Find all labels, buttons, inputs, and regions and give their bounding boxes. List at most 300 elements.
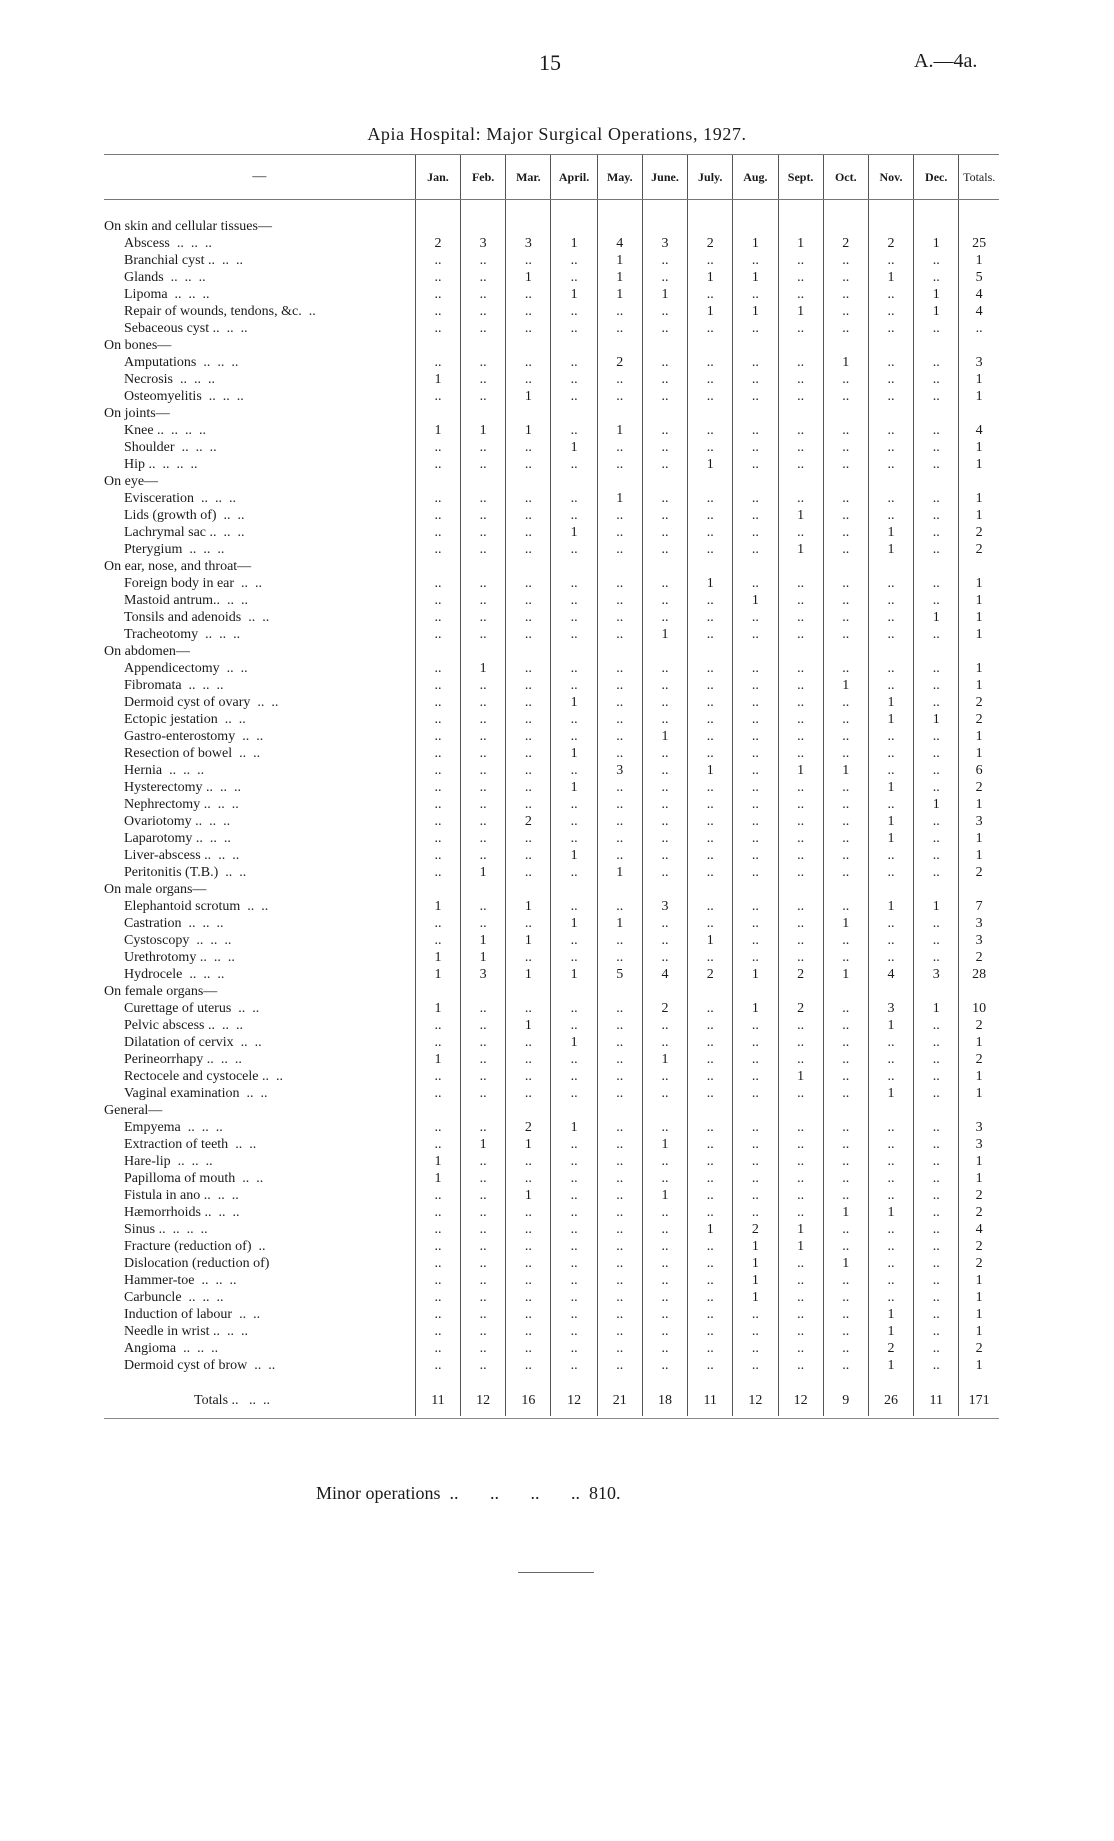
dot-leader: .. .. .. bbox=[183, 1341, 219, 1356]
month-value-cell: .. bbox=[551, 1340, 597, 1357]
month-value-cell: .. bbox=[642, 439, 687, 456]
month-value-cell: 1 bbox=[597, 252, 642, 269]
operation-name-cell bbox=[104, 1136, 415, 1153]
blank-cell bbox=[823, 983, 868, 1000]
operation-name: Gastro-enterostomy bbox=[124, 729, 236, 744]
blank-cell bbox=[506, 881, 551, 898]
month-value-cell: .. bbox=[688, 745, 733, 762]
month-value-cell: 2 bbox=[868, 1340, 913, 1357]
blank-cell bbox=[597, 473, 642, 490]
month-value-cell: .. bbox=[914, 1306, 959, 1323]
month-value-cell: .. bbox=[868, 796, 913, 813]
operation-name: Fibromata bbox=[124, 678, 182, 693]
blank-cell bbox=[415, 881, 460, 898]
month-value-cell: .. bbox=[823, 626, 868, 643]
blank-cell bbox=[733, 881, 778, 898]
month-value-cell: .. bbox=[688, 1272, 733, 1289]
table-row bbox=[104, 1340, 999, 1357]
month-value-cell: .. bbox=[415, 1272, 460, 1289]
month-value-cell: .. bbox=[688, 1170, 733, 1187]
month-value-cell: 2 bbox=[778, 1000, 823, 1017]
operation-name: Hydrocele bbox=[124, 967, 183, 982]
row-total-cell: 2 bbox=[959, 1017, 999, 1034]
month-value-cell: 4 bbox=[642, 966, 687, 983]
month-value-cell: .. bbox=[551, 592, 597, 609]
month-value-cell: .. bbox=[642, 303, 687, 320]
month-value-cell: .. bbox=[551, 949, 597, 966]
month-value-cell: .. bbox=[642, 1238, 687, 1255]
month-value-cell: .. bbox=[914, 1204, 959, 1221]
month-value-cell: 1 bbox=[415, 966, 460, 983]
month-value-cell: .. bbox=[914, 490, 959, 507]
month-value-cell: .. bbox=[461, 354, 506, 371]
row-total-cell: 1 bbox=[959, 677, 999, 694]
table-row bbox=[104, 1238, 999, 1255]
month-value-cell: .. bbox=[551, 1153, 597, 1170]
month-value-cell: .. bbox=[506, 524, 551, 541]
month-value-cell: .. bbox=[506, 694, 551, 711]
month-value-cell: 1 bbox=[823, 762, 868, 779]
month-value-cell: .. bbox=[914, 439, 959, 456]
month-value-cell: .. bbox=[551, 898, 597, 915]
table-row bbox=[104, 677, 999, 694]
blank-cell bbox=[461, 218, 506, 235]
month-value-cell: .. bbox=[597, 1034, 642, 1051]
operation-name: Appendicectomy bbox=[124, 661, 220, 676]
blank-cell bbox=[551, 881, 597, 898]
month-value-cell: 1 bbox=[914, 796, 959, 813]
month-value-cell: .. bbox=[506, 677, 551, 694]
month-value-cell: .. bbox=[868, 1119, 913, 1136]
month-value-cell: .. bbox=[642, 388, 687, 405]
month-value-cell: .. bbox=[415, 1340, 460, 1357]
month-value-cell: .. bbox=[506, 456, 551, 473]
month-value-cell: .. bbox=[551, 388, 597, 405]
blank-cell bbox=[868, 1102, 913, 1119]
table-row bbox=[104, 1000, 999, 1017]
blank-cell bbox=[868, 200, 913, 219]
blank-cell bbox=[642, 881, 687, 898]
month-value-cell: .. bbox=[551, 1272, 597, 1289]
month-value-cell: 1 bbox=[597, 422, 642, 439]
dot-leader: .. .. bbox=[246, 1086, 268, 1101]
operation-name: Extraction of teeth bbox=[124, 1137, 229, 1152]
month-value-cell: .. bbox=[597, 592, 642, 609]
month-value-cell: .. bbox=[823, 1153, 868, 1170]
month-value-cell: .. bbox=[733, 864, 778, 881]
month-value-cell: .. bbox=[778, 1306, 823, 1323]
month-value-cell: 1 bbox=[868, 524, 913, 541]
month-value-cell: .. bbox=[778, 1272, 823, 1289]
month-value-cell: 1 bbox=[868, 694, 913, 711]
operation-name-cell bbox=[104, 1306, 415, 1323]
month-value-cell: 1 bbox=[823, 966, 868, 983]
blank-cell bbox=[506, 643, 551, 660]
month-value-cell: .. bbox=[914, 456, 959, 473]
month-value-cell: .. bbox=[597, 456, 642, 473]
dot-leader: .. .. bbox=[248, 610, 270, 625]
month-value-cell: .. bbox=[688, 660, 733, 677]
blank-cell bbox=[597, 1374, 642, 1386]
operation-name: Tracheotomy bbox=[124, 627, 199, 642]
month-value-cell: .. bbox=[597, 1051, 642, 1068]
month-value-cell: .. bbox=[551, 252, 597, 269]
month-value-cell: 1 bbox=[551, 1119, 597, 1136]
table-row bbox=[104, 1357, 999, 1374]
blank-cell bbox=[914, 1374, 959, 1386]
operation-name: Hip .. bbox=[124, 457, 156, 472]
month-value-cell: 2 bbox=[778, 966, 823, 983]
month-value-cell: .. bbox=[642, 1204, 687, 1221]
month-value-cell: .. bbox=[914, 269, 959, 286]
month-value-cell: .. bbox=[461, 388, 506, 405]
operation-name: Ectopic jestation bbox=[124, 712, 218, 727]
dot-leader: .. .. bbox=[254, 1358, 276, 1373]
month-value-cell: 1 bbox=[914, 609, 959, 626]
month-value-cell: .. bbox=[461, 813, 506, 830]
month-value-cell: .. bbox=[597, 1085, 642, 1102]
row-total-cell: 1 bbox=[959, 830, 999, 847]
blank-cell bbox=[597, 337, 642, 354]
month-value-cell: 1 bbox=[914, 303, 959, 320]
month-value-cell: .. bbox=[914, 745, 959, 762]
month-value-cell: .. bbox=[778, 286, 823, 303]
month-value-cell: .. bbox=[461, 1323, 506, 1340]
section-heading-row bbox=[104, 473, 999, 490]
blank-cell bbox=[551, 218, 597, 235]
operation-name-cell bbox=[104, 762, 415, 779]
blank-cell bbox=[642, 218, 687, 235]
row-total-cell: 1 bbox=[959, 626, 999, 643]
month-value-cell: .. bbox=[733, 1136, 778, 1153]
month-value-cell: .. bbox=[688, 1153, 733, 1170]
month-value-cell: .. bbox=[868, 728, 913, 745]
blank-cell bbox=[778, 218, 823, 235]
row-total-cell: 4 bbox=[959, 286, 999, 303]
dot-leader: .. .. bbox=[223, 508, 245, 523]
blank-cell bbox=[642, 983, 687, 1000]
month-value-cell: 1 bbox=[868, 1323, 913, 1340]
grand-total-cell: 171 bbox=[959, 1386, 999, 1416]
blank-cell bbox=[461, 1374, 506, 1386]
operation-name: Necrosis bbox=[124, 372, 173, 387]
month-value-cell: .. bbox=[868, 286, 913, 303]
blank-cell bbox=[104, 200, 415, 219]
row-total-cell: 10 bbox=[959, 1000, 999, 1017]
month-value-cell: .. bbox=[415, 1017, 460, 1034]
month-value-cell: .. bbox=[597, 1255, 642, 1272]
month-value-cell: .. bbox=[642, 320, 687, 337]
month-value-cell: .. bbox=[642, 864, 687, 881]
month-value-cell: .. bbox=[506, 1204, 551, 1221]
month-value-cell: .. bbox=[597, 1221, 642, 1238]
month-value-cell: .. bbox=[688, 592, 733, 609]
month-value-cell: .. bbox=[823, 1323, 868, 1340]
month-value-cell: .. bbox=[461, 592, 506, 609]
month-value-cell: .. bbox=[733, 745, 778, 762]
row-total-cell: 1 bbox=[959, 439, 999, 456]
month-value-cell: 1 bbox=[733, 1238, 778, 1255]
month-value-cell: .. bbox=[733, 1323, 778, 1340]
dot-leader: .. .. bbox=[242, 729, 264, 744]
dot-leader: .. .. .. bbox=[169, 763, 205, 778]
month-value-cell: .. bbox=[551, 1221, 597, 1238]
month-value-cell: .. bbox=[597, 524, 642, 541]
month-value-cell: .. bbox=[461, 320, 506, 337]
month-value-cell: .. bbox=[461, 1034, 506, 1051]
table-row bbox=[104, 286, 999, 303]
operation-name: Foreign body in ear bbox=[124, 576, 235, 591]
month-value-cell: .. bbox=[506, 1068, 551, 1085]
month-value-cell: .. bbox=[551, 1238, 597, 1255]
table-row bbox=[104, 762, 999, 779]
month-total-cell: 12 bbox=[778, 1386, 823, 1416]
month-value-cell: .. bbox=[733, 796, 778, 813]
month-value-cell: 1 bbox=[642, 1051, 687, 1068]
month-value-cell: .. bbox=[868, 1136, 913, 1153]
month-value-cell: .. bbox=[823, 422, 868, 439]
row-total-cell: .. bbox=[959, 320, 999, 337]
month-value-cell: .. bbox=[597, 660, 642, 677]
blank-cell bbox=[461, 405, 506, 422]
month-value-cell: .. bbox=[733, 728, 778, 745]
month-value-cell: .. bbox=[778, 320, 823, 337]
month-value-cell: .. bbox=[778, 1136, 823, 1153]
blank-cell bbox=[551, 473, 597, 490]
month-value-cell: .. bbox=[642, 422, 687, 439]
month-value-cell: .. bbox=[733, 541, 778, 558]
month-value-cell: .. bbox=[778, 1034, 823, 1051]
blank-cell bbox=[959, 200, 999, 219]
month-value-cell: .. bbox=[868, 592, 913, 609]
month-value-cell: .. bbox=[914, 1034, 959, 1051]
row-total-cell: 3 bbox=[959, 1119, 999, 1136]
month-value-cell: .. bbox=[823, 1357, 868, 1374]
blank-cell bbox=[597, 643, 642, 660]
month-value-cell: .. bbox=[597, 830, 642, 847]
row-total-cell: 1 bbox=[959, 660, 999, 677]
month-value-cell: .. bbox=[551, 932, 597, 949]
month-value-cell: 1 bbox=[733, 966, 778, 983]
operation-name: Hernia bbox=[124, 763, 163, 778]
table-row bbox=[104, 694, 999, 711]
month-value-cell: .. bbox=[823, 1272, 868, 1289]
month-value-cell: .. bbox=[868, 677, 913, 694]
month-value-cell: .. bbox=[733, 1153, 778, 1170]
month-value-cell: .. bbox=[597, 898, 642, 915]
month-value-cell: .. bbox=[597, 949, 642, 966]
month-value-cell: 1 bbox=[506, 932, 551, 949]
operation-name: Amputations bbox=[124, 355, 197, 370]
row-total-cell: 5 bbox=[959, 269, 999, 286]
operation-name: Laparotomy .. bbox=[124, 831, 203, 846]
month-value-cell: .. bbox=[461, 847, 506, 864]
month-value-cell: .. bbox=[914, 541, 959, 558]
month-value-cell: .. bbox=[415, 1357, 460, 1374]
blank-cell bbox=[823, 1102, 868, 1119]
table-row bbox=[104, 915, 999, 932]
blank-cell bbox=[868, 983, 913, 1000]
month-value-cell: .. bbox=[778, 1340, 823, 1357]
month-value-cell: .. bbox=[914, 1340, 959, 1357]
month-value-cell: .. bbox=[688, 1289, 733, 1306]
month-value-cell: .. bbox=[642, 490, 687, 507]
spacer-row bbox=[104, 200, 999, 219]
month-value-cell: .. bbox=[415, 813, 460, 830]
month-value-cell: .. bbox=[506, 575, 551, 592]
month-value-cell: .. bbox=[461, 541, 506, 558]
month-value-cell: .. bbox=[551, 1357, 597, 1374]
operation-name-cell bbox=[104, 235, 415, 252]
month-value-cell: .. bbox=[642, 507, 687, 524]
month-value-cell: .. bbox=[823, 779, 868, 796]
month-value-cell: 1 bbox=[823, 1255, 868, 1272]
month-value-cell: 1 bbox=[733, 235, 778, 252]
row-total-cell: 1 bbox=[959, 507, 999, 524]
blank-cell bbox=[642, 558, 687, 575]
operation-name-cell bbox=[104, 439, 415, 456]
month-value-cell: 2 bbox=[506, 813, 551, 830]
dot-leader: .. .. .. bbox=[172, 1222, 208, 1237]
operation-name-cell bbox=[104, 1204, 415, 1221]
month-value-cell: .. bbox=[823, 456, 868, 473]
month-value-cell: .. bbox=[415, 915, 460, 932]
month-value-cell: .. bbox=[914, 626, 959, 643]
month-value-cell: .. bbox=[733, 371, 778, 388]
table-row bbox=[104, 354, 999, 371]
month-value-cell: 1 bbox=[551, 286, 597, 303]
month-value-cell: 3 bbox=[461, 966, 506, 983]
month-total-cell: 18 bbox=[642, 1386, 687, 1416]
month-value-cell: .. bbox=[914, 949, 959, 966]
table-row bbox=[104, 1170, 999, 1187]
operation-name-cell bbox=[104, 1187, 415, 1204]
month-value-cell: .. bbox=[415, 609, 460, 626]
operation-name: Osteomyelitis bbox=[124, 389, 202, 404]
month-value-cell: .. bbox=[778, 609, 823, 626]
month-value-cell: .. bbox=[778, 915, 823, 932]
month-value-cell: 1 bbox=[688, 932, 733, 949]
blank-cell bbox=[551, 405, 597, 422]
month-value-cell: 1 bbox=[868, 1306, 913, 1323]
month-value-cell: .. bbox=[461, 915, 506, 932]
month-value-cell: .. bbox=[868, 1289, 913, 1306]
month-value-cell: .. bbox=[597, 541, 642, 558]
month-value-cell: .. bbox=[914, 1357, 959, 1374]
table-row bbox=[104, 728, 999, 745]
month-header: June. bbox=[642, 155, 687, 200]
month-header: Feb. bbox=[461, 155, 506, 200]
blank-cell bbox=[914, 558, 959, 575]
operation-name-cell bbox=[104, 541, 415, 558]
operation-name-cell bbox=[104, 932, 415, 949]
month-total-cell: 12 bbox=[733, 1386, 778, 1416]
month-value-cell: .. bbox=[688, 1051, 733, 1068]
operation-name-cell bbox=[104, 320, 415, 337]
row-total-cell: 1 bbox=[959, 1289, 999, 1306]
month-value-cell: .. bbox=[415, 252, 460, 269]
dot-leader: .. .. bbox=[221, 1018, 243, 1033]
month-total-cell: 11 bbox=[415, 1386, 460, 1416]
section-heading-row bbox=[104, 1102, 999, 1119]
operation-name: Hæmorrhoids .. bbox=[124, 1205, 212, 1220]
table-row bbox=[104, 660, 999, 677]
month-value-cell: .. bbox=[642, 1357, 687, 1374]
table-row bbox=[104, 252, 999, 269]
blank-cell bbox=[506, 473, 551, 490]
month-value-cell: 1 bbox=[551, 1034, 597, 1051]
month-value-cell: .. bbox=[823, 1119, 868, 1136]
month-value-cell: 1 bbox=[551, 745, 597, 762]
month-value-cell: 1 bbox=[415, 1000, 460, 1017]
minor-operations-value: 810. bbox=[588, 1483, 621, 1503]
month-value-cell: .. bbox=[733, 1340, 778, 1357]
month-value-cell: 1 bbox=[823, 915, 868, 932]
row-total-cell: 1 bbox=[959, 745, 999, 762]
operation-name-cell bbox=[104, 694, 415, 711]
month-value-cell: .. bbox=[823, 269, 868, 286]
dot-leader: .. .. bbox=[209, 831, 231, 846]
month-value-cell: .. bbox=[597, 1272, 642, 1289]
month-value-cell: .. bbox=[551, 1323, 597, 1340]
month-value-cell: .. bbox=[733, 915, 778, 932]
row-total-cell: 1 bbox=[959, 1323, 999, 1340]
month-value-cell: .. bbox=[823, 728, 868, 745]
row-total-cell: 4 bbox=[959, 303, 999, 320]
dot-leader: .. .. .. bbox=[196, 933, 232, 948]
month-value-cell: .. bbox=[823, 1017, 868, 1034]
blank-cell bbox=[597, 405, 642, 422]
month-value-cell: 1 bbox=[914, 711, 959, 728]
operation-name: Dermoid cyst of brow bbox=[124, 1358, 248, 1373]
month-value-cell: .. bbox=[597, 779, 642, 796]
month-value-cell: .. bbox=[415, 796, 460, 813]
month-value-cell: .. bbox=[415, 1136, 460, 1153]
dot-leader: .. .. bbox=[226, 321, 248, 336]
month-value-cell: .. bbox=[551, 575, 597, 592]
month-value-cell: 1 bbox=[733, 303, 778, 320]
month-value-cell: .. bbox=[688, 541, 733, 558]
month-value-cell: .. bbox=[688, 1187, 733, 1204]
month-value-cell: 1 bbox=[506, 422, 551, 439]
row-total-cell: 2 bbox=[959, 1255, 999, 1272]
month-value-cell: .. bbox=[914, 524, 959, 541]
month-value-cell: .. bbox=[506, 1340, 551, 1357]
month-value-cell: 2 bbox=[415, 235, 460, 252]
blank-cell bbox=[778, 473, 823, 490]
blank-cell bbox=[733, 337, 778, 354]
blank-cell bbox=[415, 1102, 460, 1119]
table-row bbox=[104, 592, 999, 609]
table-row bbox=[104, 1255, 999, 1272]
operation-name: Urethrotomy .. bbox=[124, 950, 207, 965]
operation-name-cell bbox=[104, 354, 415, 371]
page-reference: A.—4a. bbox=[914, 50, 978, 72]
month-value-cell: .. bbox=[551, 660, 597, 677]
month-value-cell: .. bbox=[733, 1068, 778, 1085]
month-value-cell: .. bbox=[688, 694, 733, 711]
blank-cell bbox=[461, 1102, 506, 1119]
blank-cell bbox=[642, 405, 687, 422]
month-value-cell: .. bbox=[688, 1000, 733, 1017]
month-value-cell: .. bbox=[688, 1357, 733, 1374]
month-value-cell: .. bbox=[914, 320, 959, 337]
month-value-cell: 1 bbox=[461, 932, 506, 949]
month-header: July. bbox=[688, 155, 733, 200]
table-row bbox=[104, 1323, 999, 1340]
blank-cell bbox=[778, 983, 823, 1000]
month-value-cell: .. bbox=[415, 1034, 460, 1051]
